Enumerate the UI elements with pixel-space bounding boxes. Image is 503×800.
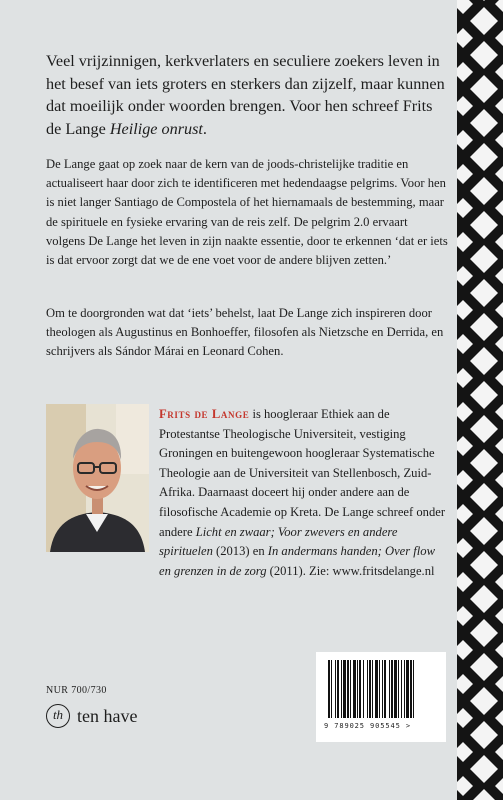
publisher-mark-text: th bbox=[52, 707, 64, 722]
intro-end: . bbox=[202, 119, 207, 138]
description-paragraph-2: Om te doorgronden wat dat ‘iets’ behelst, laat De Lange zich inspireren door theologen als Augustinus en Bonhoeffer, filosofen als Nietzsche en Derrida, en schrijvers als Sándor Márai en Leonard Cohen. bbox=[46, 306, 444, 359]
publisher-name: ten have bbox=[77, 705, 138, 726]
bio-text-1: is hoogleraar Ethiek aan de Protestantse Theologische Universiteit, vestiging Groningen en buitengewoon hoogleraar Systematische Theologie aan de Universiteit van Stellenbosch, Zuid-Afrika. Daarnaast doceert hij onder andere aan de filosofische Academie op Kreta. De Lange schreef onder andere bbox=[159, 407, 446, 539]
publisher-logo bbox=[46, 703, 137, 729]
bio-text-2: (2013) en bbox=[212, 544, 268, 559]
intro-paragraph bbox=[46, 50, 448, 140]
intro-text: Veel vrijzinnigen, kerkverlaters en seculiere zoekers leven in het besef van iets groters en sterkers dan zijzelf, maar kunnen dat moeilijk onder woorden brengen. Voor hen schreef Frits de Lange bbox=[46, 52, 445, 138]
description-paragraph-1: De Lange gaat op zoek naar de kern van de joods-christelijke traditie en actualiseert haar door zich te identificeren met hedendaagse pelgrims. Voor hen is niet langer Santiago de Compostela of het hiernamaals de bestemming, maar de spirituele en fysieke ervaring van de reis zelf. De pelgrim 2.0 ervaart volgens De Lange het leven in zijn naakte essentie, door te erkennen ‘dat er iets is dat ervoor zorgt dat we de ene voet voor de andere blijven zetten.’ bbox=[46, 157, 448, 268]
nur-code: NUR 700/730 bbox=[46, 685, 107, 696]
bio-text-3: (2011). Zie: www.fritsdelange.nl bbox=[266, 563, 435, 578]
publisher-mark-icon bbox=[46, 704, 70, 728]
author-photo bbox=[46, 404, 149, 552]
author-bio bbox=[159, 405, 449, 581]
barcode-digits: 9 789025 905545 > bbox=[324, 722, 411, 730]
barcode bbox=[316, 652, 446, 742]
chevron-pattern-icon bbox=[457, 0, 503, 800]
barcode-bars-icon bbox=[326, 660, 438, 720]
author-name: Frits de Lange bbox=[159, 407, 250, 421]
bio-book-2: In andermans handen; Over flow en grenzen in de zorg bbox=[159, 544, 435, 578]
decorative-chevron-band bbox=[457, 0, 503, 800]
intro-book-title: Heilige onrust bbox=[109, 119, 203, 138]
bio-book-1: Licht en zwaar; Voor zwevers en andere spirituelen bbox=[159, 524, 398, 559]
